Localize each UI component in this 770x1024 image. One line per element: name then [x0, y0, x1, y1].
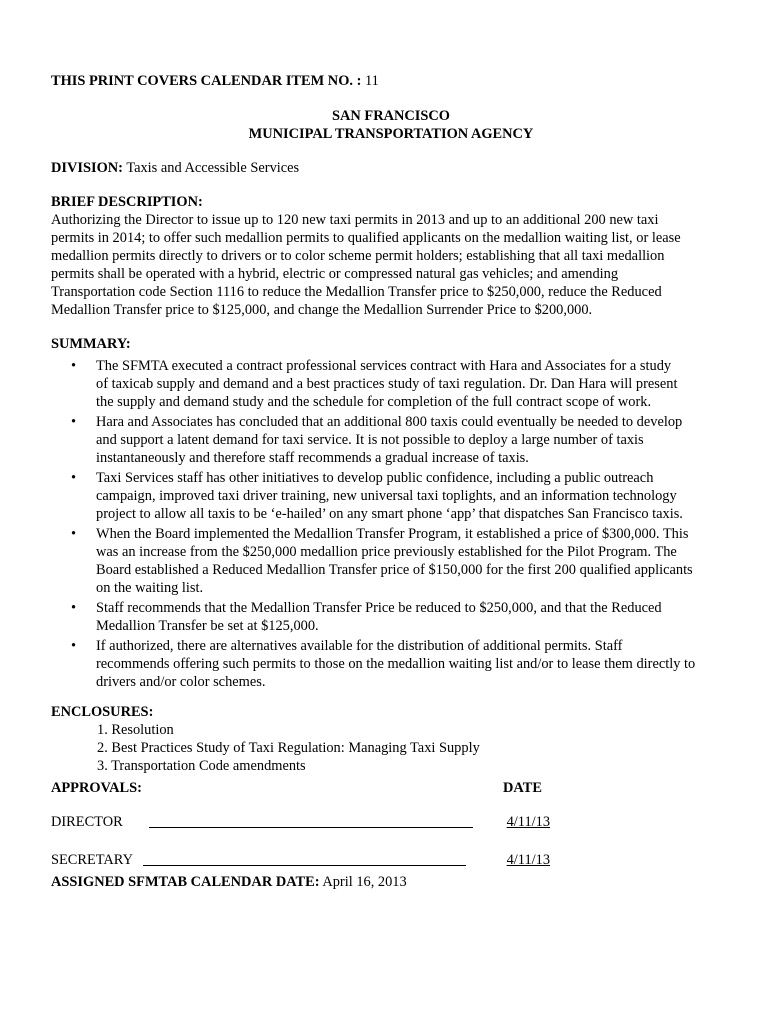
agency-line-1: SAN FRANCISCO: [332, 108, 450, 124]
summary-line: Board established a Reduced Medallion Transfer price of $150,000 for the first 200 qualified applicants: [96, 562, 693, 578]
summary-line: was an increase from the $250,000 medallion price previously established for the Pilot Program. The: [96, 544, 677, 560]
summary-line: project to allow all taxis to be ‘e-hailed’ on any smart phone ‘app’ that dispatches San Francisco taxis.: [96, 506, 683, 522]
enclosure-item: 1. Resolution: [97, 722, 174, 738]
brief-line: permits shall be operated with a hybrid, electric or compressed natural gas vehicles; and amending: [51, 266, 619, 282]
document-page: [51, 72, 731, 891]
secretary-signature-line: [143, 865, 466, 866]
secretary-signature-row: [51, 851, 731, 869]
summary-line: Hara and Associates has concluded that an additional 800 taxis could eventually be needed to develop: [96, 414, 683, 430]
brief-line: permits in 2014; to offer such medallion permits to qualified applicants on the medallion waiting list, or lease: [51, 230, 681, 246]
assigned-calendar-date: [51, 873, 731, 891]
brief-line: Medallion Transfer price to $125,000, and change the Medallion Surrender Price to $200,000.: [51, 302, 593, 318]
summary-line: of taxicab supply and demand and a best practices study of taxi regulation. Dr. Dan Hara will present: [96, 376, 678, 392]
summary-item: [51, 469, 731, 523]
agency-line-2: MUNICIPAL TRANSPORTATION AGENCY: [248, 126, 534, 142]
brief-description-heading: BRIEF DESCRIPTION:: [51, 194, 203, 210]
assigned-label: ASSIGNED SFMTAB CALENDAR DATE:: [51, 874, 320, 890]
brief-line: Transportation code Section 1116 to reduce the Medallion Transfer price to $250,000, reduce the Reduced: [51, 284, 662, 300]
summary-line: recommends offering such permits to those on the medallion waiting list and/or to lease them directly to: [96, 656, 696, 672]
summary-line: campaign, improved taxi driver training, new universal taxi toplights, and an information technology: [96, 488, 677, 504]
enclosure-item: 2. Best Practices Study of Taxi Regulation: Managing Taxi Supply: [97, 740, 480, 756]
summary-line: Staff recommends that the Medallion Transfer Price be reduced to $250,000, and that the Reduced: [96, 600, 662, 616]
summary-list: [51, 357, 731, 691]
summary-line: drivers and/or color schemes.: [96, 674, 266, 690]
summary-line: on the waiting list.: [96, 580, 204, 596]
calendar-item-number: 11: [365, 73, 379, 89]
secretary-date-value: 4/11/13: [506, 852, 551, 868]
director-signature-row: [51, 813, 731, 831]
bullet-icon: •: [71, 638, 77, 654]
assigned-value: April 16, 2013: [322, 874, 407, 890]
director-label: DIRECTOR: [51, 814, 123, 830]
approvals-label: APPROVALS:: [51, 780, 142, 796]
calendar-item-header: [51, 72, 731, 90]
secretary-label: SECRETARY: [51, 852, 134, 868]
bullet-icon: •: [71, 358, 77, 374]
calendar-item-label: THIS PRINT COVERS CALENDAR ITEM NO. :: [51, 73, 362, 89]
enclosures-list: [51, 721, 731, 775]
summary-item: [51, 357, 731, 411]
date-label: DATE: [503, 780, 542, 796]
summary-item: [51, 525, 731, 597]
division-label: DIVISION:: [51, 160, 123, 176]
division-value: Taxis and Accessible Services: [126, 160, 300, 176]
secretary-date: [503, 851, 557, 869]
summary-line: the supply and demand study and the schedule for completion of the full contract scope of work.: [96, 394, 652, 410]
bullet-icon: •: [71, 526, 77, 542]
summary-line: and support a latent demand for taxi service. It is not possible to deploy a large number of taxis: [96, 432, 644, 448]
summary-item: [51, 599, 731, 635]
enclosures-heading: ENCLOSURES:: [51, 704, 154, 720]
summary-line: instantaneously and therefore staff recommends a gradual increase of taxis.: [96, 450, 529, 466]
director-date: [503, 813, 554, 831]
summary-line: Medallion Transfer be set at $125,000.: [96, 618, 319, 634]
director-signature-line: [149, 827, 473, 828]
summary-line: Taxi Services staff has other initiatives to develop public confidence, including a public outreach: [96, 470, 654, 486]
brief-description: [51, 211, 731, 319]
enclosure-item: 3. Transportation Code amendments: [97, 758, 306, 774]
bullet-icon: •: [71, 414, 77, 430]
brief-line: Authorizing the Director to issue up to 120 new taxi permits in 2013 and up to an additional 200 new taxi: [51, 212, 659, 228]
brief-line: medallion permits directly to drivers or to color scheme permit holders; establishing that all taxi medallion: [51, 248, 665, 264]
summary-heading: SUMMARY:: [51, 336, 131, 352]
summary-line: The SFMTA executed a contract professional services contract with Hara and Associates for a study: [96, 358, 672, 374]
bullet-icon: •: [71, 600, 77, 616]
agency-heading: [51, 107, 731, 143]
summary-line: When the Board implemented the Medallion Transfer Program, it established a price of $300,000. This: [96, 526, 689, 542]
summary-line: If authorized, there are alternatives available for the distribution of additional permits. Staff: [96, 638, 623, 654]
bullet-icon: •: [71, 470, 77, 486]
summary-item: [51, 413, 731, 467]
director-date-value: 4/11/13: [506, 814, 551, 830]
summary-item: [51, 637, 731, 691]
division-row: [51, 159, 731, 177]
approvals-header: [51, 779, 731, 799]
